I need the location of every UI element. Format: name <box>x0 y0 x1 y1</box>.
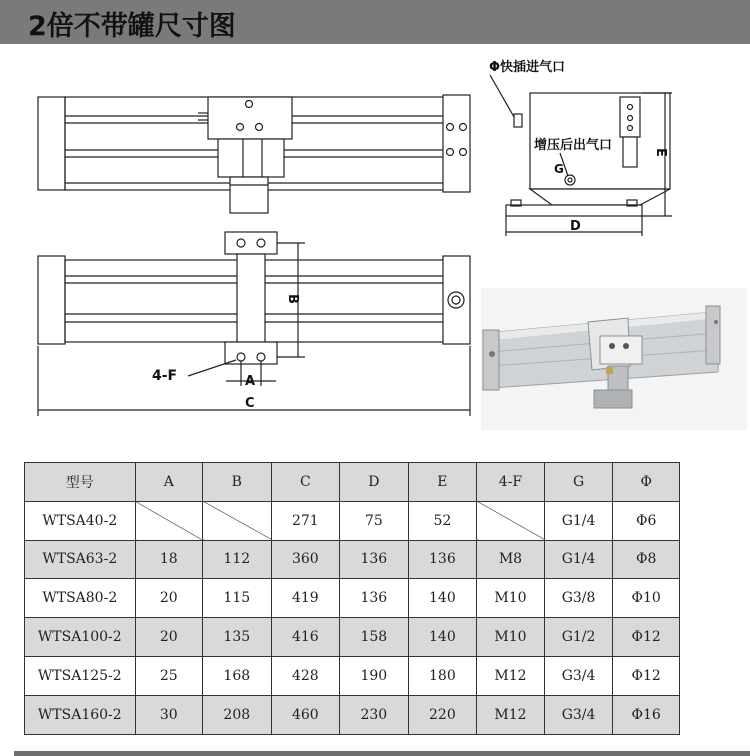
table-cell: 190 <box>340 656 409 695</box>
table-row <box>25 695 680 734</box>
col-header: 型号 <box>25 463 136 502</box>
table-cell: 416 <box>271 618 340 657</box>
dim-b-label: B <box>285 294 300 304</box>
table-cell: 428 <box>271 656 340 695</box>
end-cap-left-top <box>38 97 65 190</box>
table-cell: WTSA160-2 <box>25 695 136 734</box>
table-cell: WTSA80-2 <box>25 579 136 618</box>
table-cell: 52 <box>408 501 477 540</box>
col-header: 4-F <box>477 463 545 502</box>
table-cell: WTSA100-2 <box>25 618 136 657</box>
dim-c-label: C <box>245 396 255 411</box>
table-cell: 115 <box>203 579 272 618</box>
table-cell: 158 <box>340 618 409 657</box>
table-cell: 419 <box>271 579 340 618</box>
table-row <box>25 540 680 579</box>
page-title: 2倍不带罐尺寸图 <box>28 11 236 42</box>
table-cell: G3/4 <box>544 656 613 695</box>
table-cell-empty <box>135 501 202 540</box>
table-row <box>25 656 680 695</box>
table-cell: 135 <box>203 618 272 657</box>
table-cell: 208 <box>203 695 272 734</box>
dim-d-label: D <box>570 219 581 234</box>
table-cell: 25 <box>135 656 202 695</box>
col-header: D <box>340 463 409 502</box>
table-row <box>25 501 680 540</box>
col-header: C <box>271 463 340 502</box>
table-cell: 230 <box>340 695 409 734</box>
table-cell: 180 <box>408 656 477 695</box>
table-cell: 20 <box>135 618 202 657</box>
dimension-drawing <box>0 44 750 462</box>
col-header: A <box>135 463 202 502</box>
table-cell: G1/4 <box>544 501 613 540</box>
table-cell-empty <box>203 501 272 540</box>
product-photo <box>481 288 747 430</box>
table-cell: G3/4 <box>544 695 613 734</box>
table-cell: Φ16 <box>613 695 680 734</box>
dim-g-label: G <box>554 162 564 176</box>
table-cell: G1/4 <box>544 540 613 579</box>
end-cap-right-top <box>443 95 470 192</box>
dim-a-label: A <box>245 374 256 389</box>
table-cell: G1/2 <box>544 618 613 657</box>
table-header-row <box>25 463 680 502</box>
table-cell: Φ12 <box>613 618 680 657</box>
table-cell: 136 <box>340 579 409 618</box>
table-cell: WTSA125-2 <box>25 656 136 695</box>
quick-plug-label: Φ快插进气口 <box>489 60 566 75</box>
col-header: B <box>203 463 272 502</box>
table-cell: Φ12 <box>613 656 680 695</box>
end-cap-right-front <box>443 256 470 344</box>
col-header: G <box>544 463 613 502</box>
table-cell-empty <box>477 501 545 540</box>
spec-table <box>24 462 680 735</box>
table-cell: Φ6 <box>613 501 680 540</box>
table-cell: 136 <box>340 540 409 579</box>
col-header: Φ <box>613 463 680 502</box>
table-cell: 140 <box>408 579 477 618</box>
table-cell: WTSA40-2 <box>25 501 136 540</box>
outlet-label: 增压后出气口 <box>534 138 613 153</box>
table-cell: 220 <box>408 695 477 734</box>
table-cell: 460 <box>271 695 340 734</box>
table-cell: 112 <box>203 540 272 579</box>
table-cell: M8 <box>477 540 545 579</box>
bottom-divider <box>14 751 750 756</box>
header-bar <box>0 0 750 44</box>
dim-4f-label: 4-F <box>152 368 178 384</box>
table-cell: G3/8 <box>544 579 613 618</box>
table-row <box>25 579 680 618</box>
table-cell: 140 <box>408 618 477 657</box>
table-cell: 20 <box>135 579 202 618</box>
table-cell: Φ10 <box>613 579 680 618</box>
table-cell: 168 <box>203 656 272 695</box>
table-cell: M10 <box>477 618 545 657</box>
table-cell: 30 <box>135 695 202 734</box>
table-cell: WTSA63-2 <box>25 540 136 579</box>
table-cell: 18 <box>135 540 202 579</box>
table-row <box>25 618 680 657</box>
end-cap-left-front <box>38 256 65 344</box>
table-cell: M12 <box>477 695 545 734</box>
table-cell: 360 <box>271 540 340 579</box>
table-cell: M10 <box>477 579 545 618</box>
table-cell: 136 <box>408 540 477 579</box>
table-cell: Φ8 <box>613 540 680 579</box>
table-cell: M12 <box>477 656 545 695</box>
dim-e-label: E <box>653 148 668 157</box>
table-cell: 75 <box>340 501 409 540</box>
col-header: E <box>408 463 477 502</box>
table-cell: 271 <box>271 501 340 540</box>
